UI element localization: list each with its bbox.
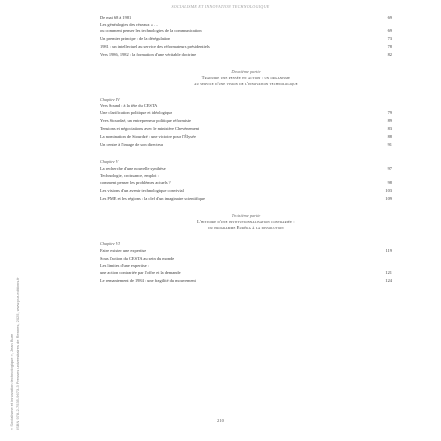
toc-entry [100,51,392,59]
toc-entry [100,141,392,149]
toc-entry-page: 83 [387,125,392,131]
toc-entry-page: 82 [387,51,392,57]
toc-entry-page: 89 [387,117,392,123]
part-label: Deuxième partie [231,68,261,74]
toc-entry-page: 91 [387,141,392,147]
toc-entry-text: comment penser les problèmes actuels ? [100,180,171,186]
toc-entry-text: Le remaniement de 1984 : une fragilité du mouvement [100,278,196,284]
toc-entry-text: Les généalogies des réseaux « … [100,22,159,27]
toc-entry-page: 124 [385,278,392,284]
chapter-heading: Faire exister une expertise [100,248,147,254]
toc-entry-page: 69 [387,28,392,34]
page-number: 210 [217,418,224,423]
toc-entry-text: Une clarification politique et idéologique [100,109,173,115]
side-text-line-2: ISBN 978-2-7535-9673-3 Presses universitaires de Rennes, 2025, www.pur-editions.fr [15,277,20,430]
toc-entry-page: 119 [385,248,392,254]
toc-entry-page: 73 [387,35,392,41]
toc-entry [100,165,392,173]
toc-entry [100,277,392,285]
side-text-line-1: « Socialisme et innovation technologique », Jean Bure [9,333,14,430]
toc-entry-page: 69 [387,15,392,20]
toc-entry-page: 121 [385,270,392,276]
toc-entry-text: Un centre à l'image de son directeur [100,141,164,147]
chapter-label: Chapitre V [100,158,119,164]
toc-entry [100,125,392,133]
toc-entry-page: 79 [387,109,392,115]
part-title-line: Traduire une pensée en action : un organisme [201,74,291,80]
toc-entry [100,247,392,255]
toc-entry-text: De mai 68 à 1981 [100,15,132,20]
toc-entry [100,179,392,187]
toc-entry [100,14,392,22]
part-label: Troisième partie [231,213,261,219]
toc-entry-page: 103 [385,188,392,194]
toc-entry-page: 88 [387,133,392,139]
chapter-heading: Vers Sound : à la tête du CESTA [100,102,158,108]
running-header: SOCIALISME ET INNOVATION TECHNOLOGIQUE [171,4,270,9]
toc-entry-text: Sous l'action du CESTA au sein du monde [100,256,175,262]
toc-entry-text: Les visions d'un avenir technologique convivial [100,188,184,194]
part-title-line: du programme Eurêka à la dissolution [208,225,284,231]
toc-entry-page: 78 [387,43,392,49]
toc-entry-text: La nomination de Stourdzé : une victoire pour l'Élysée [100,133,196,139]
part-heading [100,213,392,231]
toc-entry [100,109,392,117]
part-heading [100,69,392,87]
toc-entry [100,269,392,277]
toc-entry-text: Yves Stourdzé, un entrepreneur politique réformiste [100,117,192,123]
toc-entry-text: Technologie, croissance, emploi : [100,172,159,178]
toc-entry [100,133,392,141]
toc-entry [100,43,392,51]
toc-entry-text: Les limites d'une expertise : [100,263,150,269]
toc-entry [100,117,392,125]
toc-entry-text: une action contrariée par l'offre et la demande [100,270,181,276]
chapter-heading: La recherche d'une nouvelle synthèse [100,165,166,171]
toc-entry-text: Un premier principe : de la dérégulation [100,35,171,41]
toc-entry-page: 98 [387,180,392,186]
toc-entry-page: 109 [385,196,392,202]
toc-entry-text: 1981 : un intellectuel au service des réformateurs présidentiels [100,43,210,49]
part-title-line: L'histoire d'une institutionnalisation contrariée : [197,219,295,225]
chapter-label: Chapitre IV [100,96,120,102]
toc-entry-text: Les PME et les régions : la clef d'un imaginaire scientifique [100,196,205,202]
toc-entry [100,187,392,195]
toc-entry [100,195,392,203]
side-copyright [9,270,22,430]
toc-entry-text: Vers 1986, 1982 : la formation d'une véritable doctrine [100,51,197,57]
toc-entry-text: Tensions et négociations avec le ministère Chevènement [100,125,200,131]
chapter-label: Chapitre VI [100,241,120,247]
toc-entry-text: ou comment penser les technologies de la communication [100,28,202,34]
toc-entry-page: 97 [387,165,392,171]
table-of-contents [100,14,392,285]
toc-entry [100,255,392,263]
toc-entry [100,35,392,43]
part-title-line: au service d'une vision de l'innovation technologique [194,80,298,86]
